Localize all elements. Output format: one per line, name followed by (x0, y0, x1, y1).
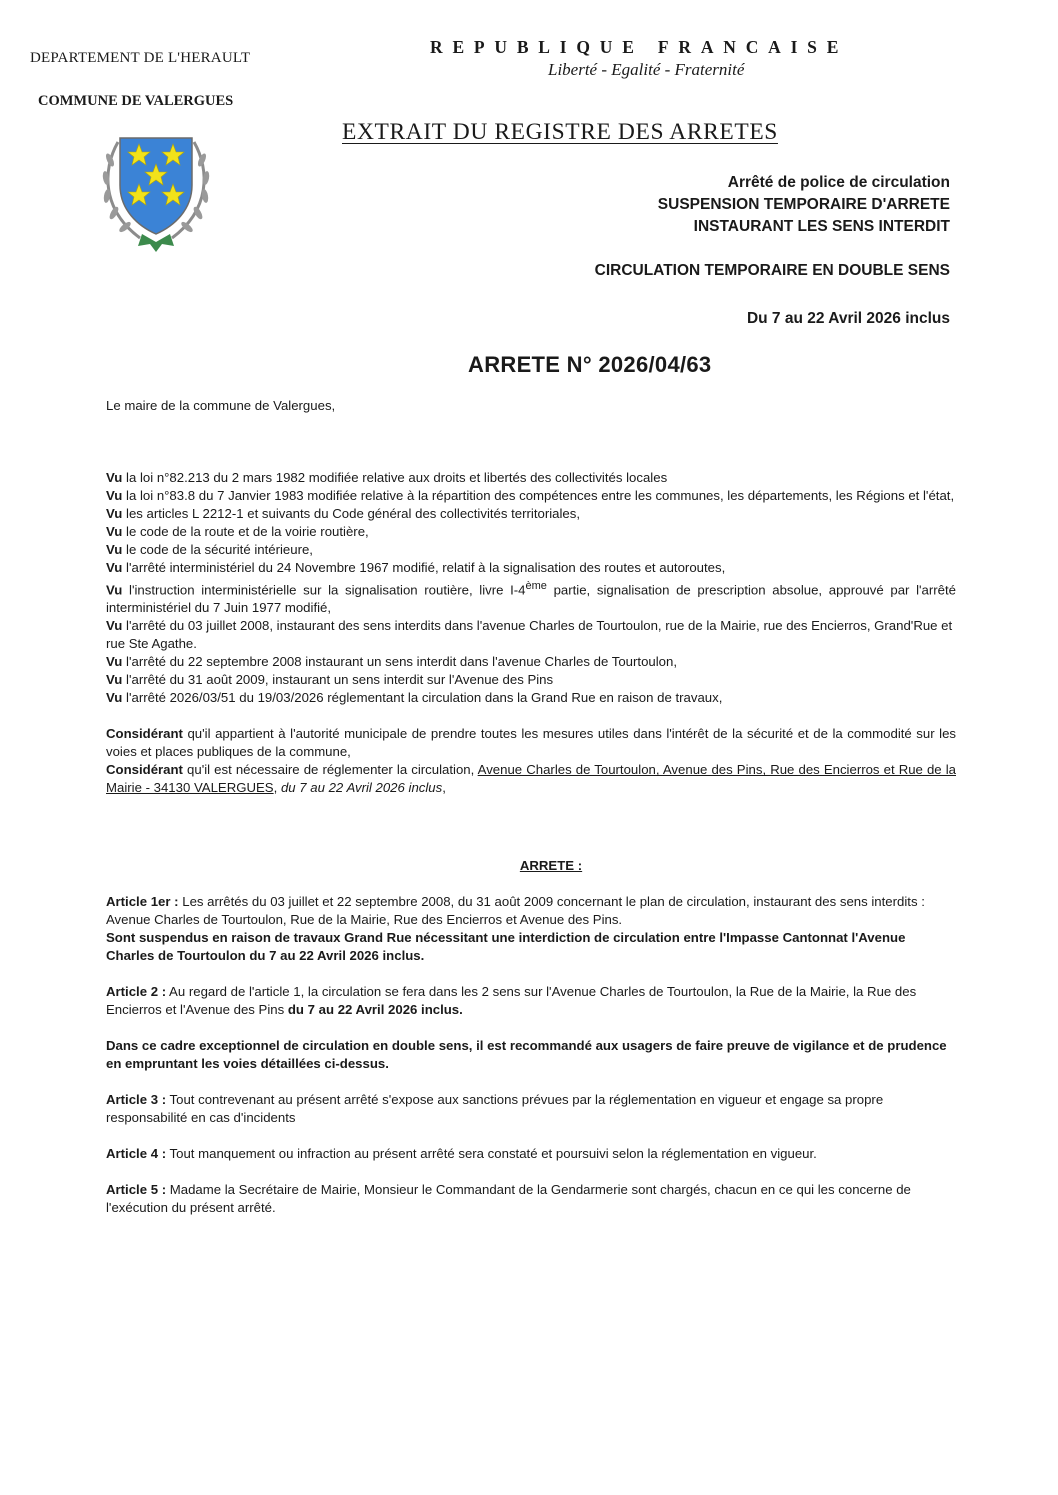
commune-name: COMMUNE DE VALERGUES (38, 93, 234, 109)
vu-item: Vu l'arrêté du 22 septembre 2008 instaurant un sens interdit dans l'avenue Charles de Tourtoulon, (106, 654, 677, 670)
vu-item: Vu le code de la route et de la voirie routière, (106, 524, 369, 539)
document-body (106, 397, 956, 1217)
vu-item: Vu l'arrêté du 03 juillet 2008, instaurant des sens interdits dans l'avenue Charles de Tourtoulon, rue de la Mairie, rue des Encierros, Grand'Rue et rue Ste Agathe. (106, 618, 953, 652)
arrete-subject-line-2: INSTAURANT LES SENS INTERDIT (693, 218, 950, 235)
article-1: Article 1er : Les arrêtés du 03 juillet et 22 septembre 2008, du 31 août 2009 concernant le plan de circulation, instaurant des sens interdits : Avenue Charles de Tourtoulon, Rue de la Mairie, Rue des Encierros et Avenue des Pins. Sont suspendus en raison de travaux Grand Rue nécessitant une interdiction de circulation entre l'Impasse Cantonnat l'Avenue Charles de Tourtoulon du 7 au 22 Avril 2026 inclus. (106, 894, 925, 964)
valergues-coat-of-arms-icon (96, 130, 216, 255)
article-5: Article 5 : Madame la Secrétaire de Mairie, Monsieur le Commandant de la Gendarmerie sont chargés, chacun en ce qui les concerne de l'exécution du présent arrêté. (106, 1182, 911, 1216)
vu-item: Vu la loi n°83.8 du 7 Janvier 1983 modifiée relative à la répartition des compétences entre les communes, les départements, les Régions et l'état, (106, 488, 955, 503)
vu-item: Vu l'arrêté 2026/03/51 du 19/03/2026 réglementant la circulation dans la Grand Rue en raison de travaux, (106, 690, 723, 706)
registre-title: EXTRAIT DU REGISTRE DES ARRETES (342, 119, 778, 145)
article-3: Article 3 : Tout contrevenant au présent arrêté s'expose aux sanctions prévues par la réglementation en vigueur et engage sa propre responsabilité en cas d'incidents (106, 1092, 884, 1126)
department-name: DEPARTEMENT DE L'HERAULT (30, 50, 251, 66)
republic-heading: REPUBLIQUE FRANCAISE (430, 37, 849, 57)
considerant-list (106, 725, 956, 797)
vu-item: Vu l'arrêté interministériel du 24 Novembre 1967 modifié, relatif à la signalisation des routes et autoroutes, (106, 560, 726, 575)
arrete-dates: Du 7 au 22 Avril 2026 inclus (746, 310, 950, 327)
republic-motto: Liberté - Egalité - Fraternité (548, 60, 745, 79)
vu-item: Vu les articles L 2212-1 et suivants du Code général des collectivités territoriales, (106, 506, 581, 521)
arrete-subject-line-3: CIRCULATION TEMPORAIRE EN DOUBLE SENS (594, 262, 950, 279)
arrete-section-title: ARRETE : (519, 858, 583, 874)
vu-item: Vu l'instruction interministérielle sur la signalisation routière, livre I-4ème partie, signalisation de prescription absolue, approuvé par l'arrêté interministériel du 7 Juin 1977 modifié, (106, 580, 956, 616)
double-sens-notice: Dans ce cadre exceptionnel de circulation en double sens, il est recommandé aux usagers de faire preuve de vigilance et de prudence en empruntant les voies détaillées ci-dessus. (106, 1038, 947, 1072)
article-2: Article 2 : Au regard de l'article 1, la circulation se fera dans les 2 sens sur l'Avenue Charles de Tourtoulon, la Rue de la Mairie, la Rue des Encierros et l'Avenue des Pins du 7 au 22 Avril 2026 inclus. (106, 984, 917, 1018)
vu-item: Vu l'arrêté du 31 août 2009, instaurant un sens interdit sur l'Avenue des Pins (106, 672, 554, 688)
vu-item: Vu le code de la sécurité intérieure, (106, 542, 313, 557)
vu-item: Vu la loi n°82.213 du 2 mars 1982 modifiée relative aux droits et libertés des collectivités locales (106, 470, 668, 485)
arrete-number: ARRETE N° 2026/04/63 (468, 352, 712, 377)
intro-line: Le maire de la commune de Valergues, (106, 398, 336, 413)
vu-list (106, 469, 956, 707)
arrete-subject-line-1: SUSPENSION TEMPORAIRE D'ARRETE (657, 196, 950, 213)
arrete-type: Arrêté de police de circulation (727, 174, 950, 191)
considerant-item: Considérant qu'il appartient à l'autorité municipale de prendre toutes les mesures utiles dans l'intérêt de la sécurité et de la commodité sur les voies et places publiques de la commune, (106, 726, 956, 760)
article-4: Article 4 : Tout manquement ou infraction au présent arrêté sera constaté et poursuivi selon la réglementation en vigueur. (106, 1146, 817, 1162)
coat-of-arms (96, 130, 216, 255)
considerant-item: Considérant qu'il est nécessaire de réglementer la circulation, Avenue Charles de Tourtoulon, Avenue des Pins, Rue des Encierros et Rue de la Mairie - 34130 VALERGUES, du 7 au 22 Avril 2026 inclus, (106, 762, 956, 796)
